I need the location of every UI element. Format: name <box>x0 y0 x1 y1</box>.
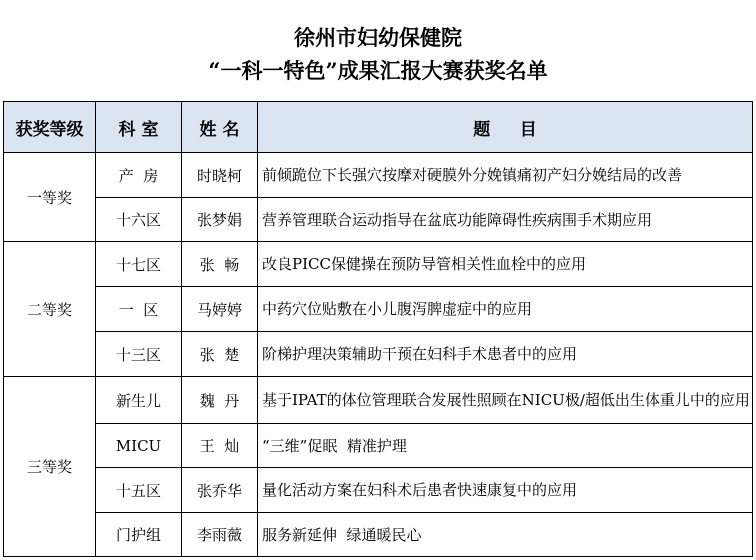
dept-cell: 十六区 <box>96 198 182 242</box>
topic-cell: 量化活动方案在妇科术后患者快速康复中的应用 <box>258 468 753 513</box>
table-row <box>4 332 753 377</box>
dept-cell: 十三区 <box>96 332 182 377</box>
name-cell: 李雨薇 <box>182 513 258 557</box>
name-cell: 马婷婷 <box>182 287 258 332</box>
table-row <box>4 468 753 513</box>
table-row <box>4 287 753 332</box>
topic-cell: 前倾跪位下长强穴按摩对硬膜外分娩镇痛初产妇分娩结局的改善 <box>258 153 753 198</box>
award-level: 三等奖 <box>4 377 96 557</box>
name-cell: 张 畅 <box>182 242 258 287</box>
table-row <box>4 242 753 287</box>
dept-cell: 十五区 <box>96 468 182 513</box>
header-level: 获奖等级 <box>4 102 96 153</box>
topic-cell: 营养管理联合运动指导在盆底功能障碍性疾病围手术期应用 <box>258 198 753 242</box>
topic-cell: 中药穴位贴敷在小儿腹泻脾虚症中的应用 <box>258 287 753 332</box>
topic-cell: 基于IPAT的体位管理联合发展性照顾在NICU极/超低出生体重儿中的应用 <box>258 377 753 424</box>
table-row <box>4 198 753 242</box>
name-cell: 魏 丹 <box>182 377 258 424</box>
name-cell: 张梦娟 <box>182 198 258 242</box>
header-row <box>4 102 753 153</box>
name-cell: 时晓柯 <box>182 153 258 198</box>
dept-cell: 门护组 <box>96 513 182 557</box>
name-cell: 张 楚 <box>182 332 258 377</box>
header-name: 姓 名 <box>182 102 258 153</box>
dept-cell: MICU <box>96 424 182 468</box>
page-subtitle: “一科一特色”成果汇报大赛获奖名单 <box>208 58 548 83</box>
header-dept: 科 室 <box>96 102 182 153</box>
name-cell: 王 灿 <box>182 424 258 468</box>
topic-cell: 阶梯护理决策辅助干预在妇科手术患者中的应用 <box>258 332 753 377</box>
dept-cell: 十七区 <box>96 242 182 287</box>
award-table <box>3 101 753 557</box>
topic-cell: 服务新延伸 绿通暖民心 <box>258 513 753 557</box>
dept-cell: 新生儿 <box>96 377 182 424</box>
dept-cell: 产 房 <box>96 153 182 198</box>
topic-cell: “三维”促眠 精准护理 <box>258 424 753 468</box>
award-level: 一等奖 <box>4 153 96 242</box>
table-row <box>4 153 753 198</box>
table-row <box>4 377 753 424</box>
name-cell: 张乔华 <box>182 468 258 513</box>
table-row <box>4 424 753 468</box>
topic-cell: 改良PICC保健操在预防导管相关性血栓中的应用 <box>258 242 753 287</box>
table-row <box>4 513 753 557</box>
header-topic: 题 目 <box>258 102 753 153</box>
dept-cell: 一 区 <box>96 287 182 332</box>
page-title: 徐州市妇幼保健院 <box>294 25 462 50</box>
award-level: 二等奖 <box>4 242 96 377</box>
